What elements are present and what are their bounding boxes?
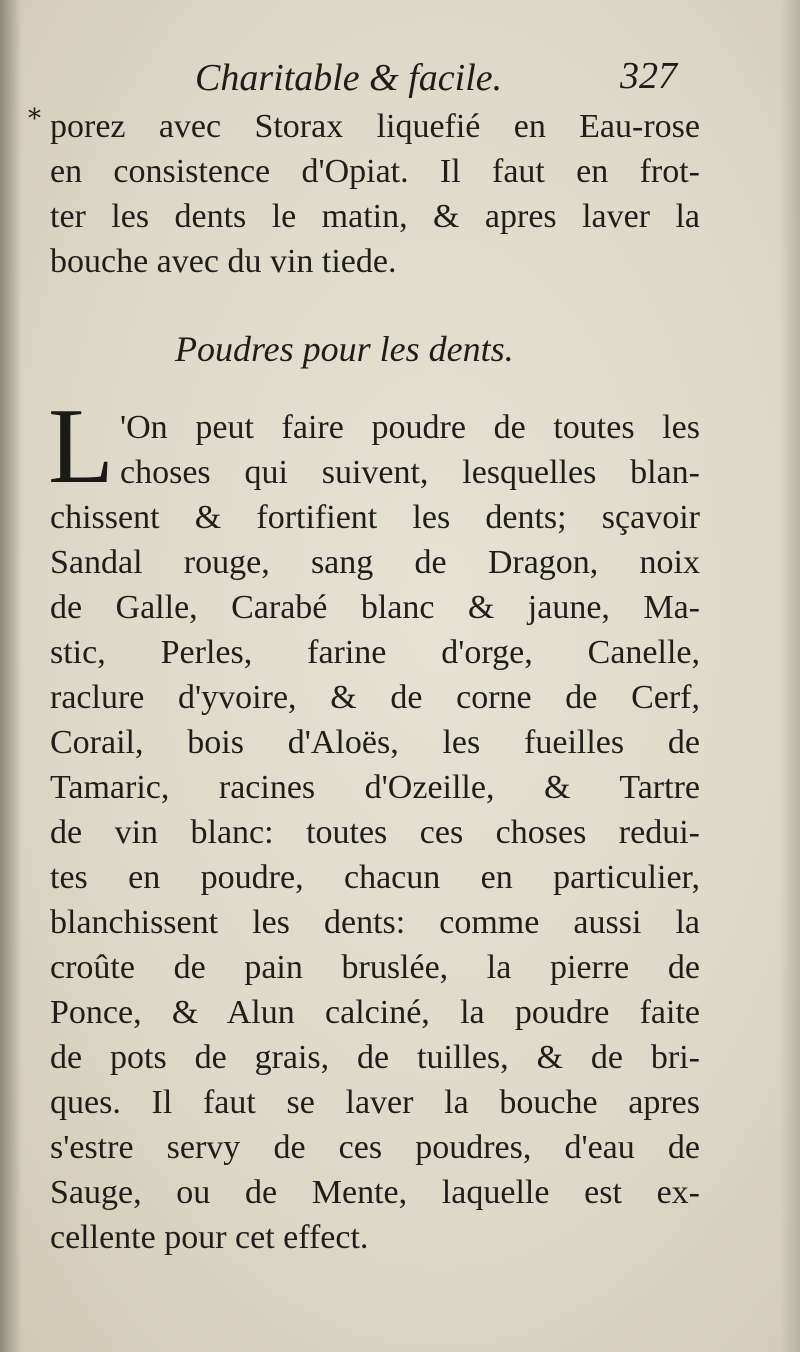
- text-line: 'On peut faire poudre de toutes les: [120, 409, 700, 446]
- marginal-mark: *: [28, 104, 41, 134]
- text-line: choses qui suivent, lesquelles blan-: [120, 454, 700, 491]
- text-line: s'estre servy de ces poudres, d'eau de: [50, 1129, 700, 1166]
- text-line: raclure d'yvoire, & de corne de Cerf,: [50, 679, 700, 716]
- text-line: de pots de grais, de tuilles, & de bri-: [50, 1039, 700, 1076]
- text-line: de Galle, Carabé blanc & jaune, Ma-: [50, 589, 700, 626]
- text-line: en consistence d'Opiat. Il faut en frot-: [50, 153, 700, 190]
- page-number: 327: [620, 55, 677, 97]
- drop-cap: L: [48, 387, 114, 506]
- page-gutter-shadow: [0, 0, 22, 1352]
- page-header: [0, 52, 800, 102]
- running-title: Charitable & facile.: [195, 57, 503, 99]
- top-paragraph: [50, 104, 700, 284]
- text-line: stic, Perles, farine d'orge, Canelle,: [50, 634, 700, 671]
- text-line: cellente pour cet effect.: [50, 1219, 369, 1256]
- text-line: ques. Il faut se laver la bouche apres: [50, 1084, 700, 1121]
- text-line: de vin blanc: toutes ces choses redui-: [50, 814, 700, 851]
- text-line: blanchissent les dents: comme aussi la: [50, 904, 700, 941]
- text-line: Corail, bois d'Aloës, les fueilles de: [50, 724, 700, 761]
- text-line: Tamaric, racines d'Ozeille, & Tartre: [50, 769, 700, 806]
- text-line: ter les dents le matin, & apres laver la: [50, 198, 700, 235]
- section-paragraph: [50, 405, 700, 1260]
- text-line: Sandal rouge, sang de Dragon, noix: [50, 544, 700, 581]
- text-line: porez avec Storax liquefié en Eau-rose: [50, 108, 700, 145]
- text-line: chissent & fortifient les dents; sçavoir: [50, 499, 700, 536]
- text-line: Ponce, & Alun calciné, la poudre faite: [50, 994, 700, 1031]
- text-line: bouche avec du vin tiede.: [50, 243, 397, 280]
- text-line: croûte de pain bruslée, la pierre de: [50, 949, 700, 986]
- page-edge-shadow: [780, 0, 800, 1352]
- section-heading: Poudres pour les dents.: [175, 329, 514, 369]
- text-line: Sauge, ou de Mente, laquelle est ex-: [50, 1174, 700, 1211]
- text-line: tes en poudre, chacun en particulier,: [50, 859, 700, 896]
